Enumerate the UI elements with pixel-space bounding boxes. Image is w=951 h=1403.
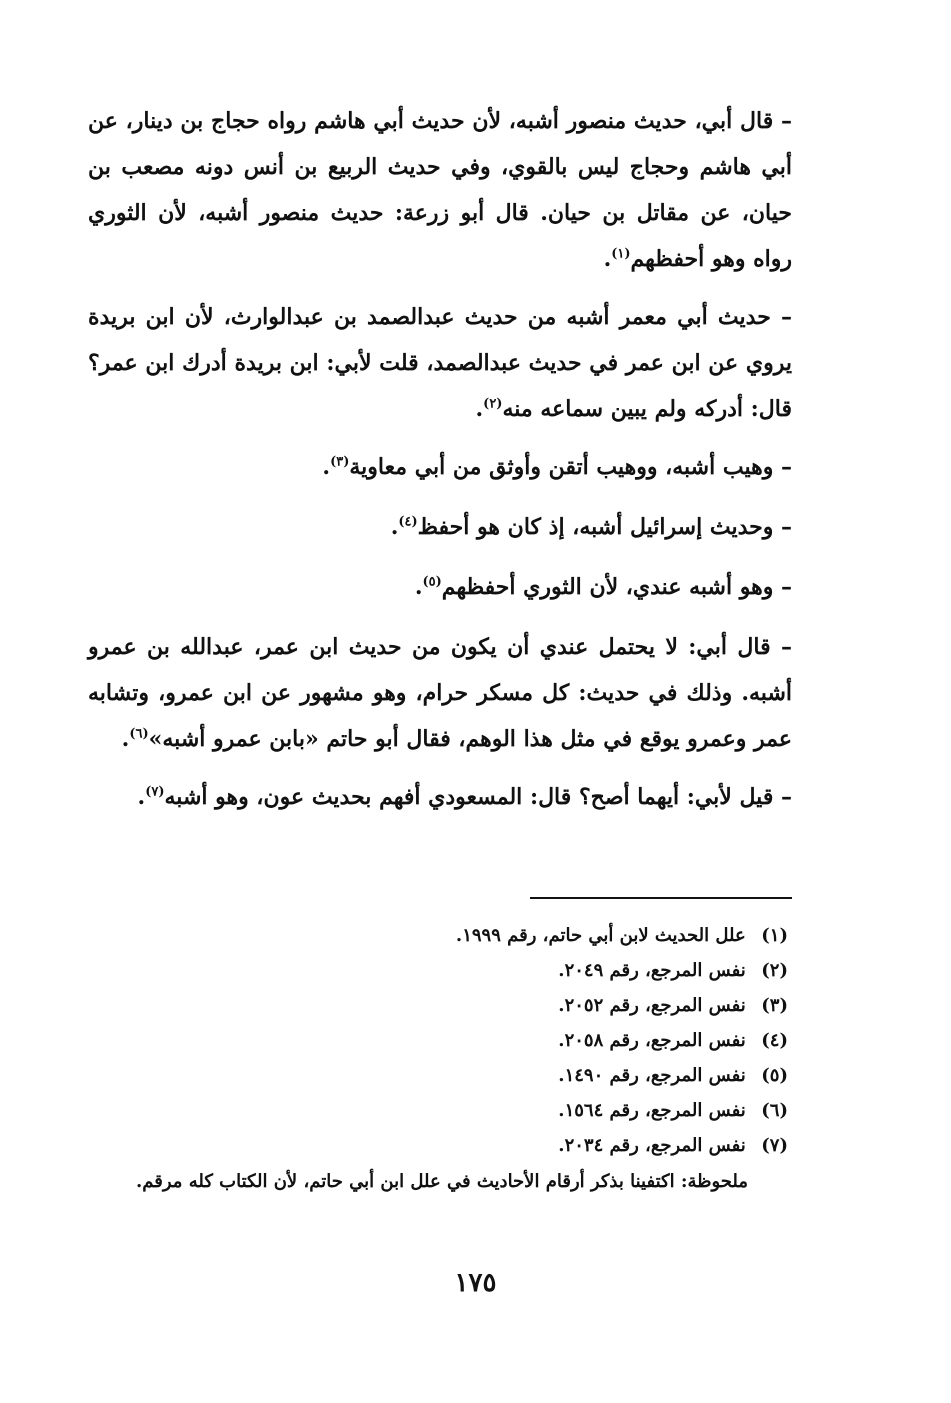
footnote-number: (٦)	[761, 1100, 788, 1121]
footnote-text: نفس المرجع، رقم ٢٠٥٨.	[558, 1030, 746, 1051]
footnote-number: (٧)	[761, 1135, 788, 1156]
footnote-ref: (٧)	[145, 784, 165, 800]
paragraph-4: – وحديث إسرائيل أشبه، إذ كان هو أحفظ$^{(٤)}$.	[390, 514, 792, 540]
footnote-divider	[530, 897, 792, 899]
footnote-text: نفس المرجع، رقم ٢٠٤٩.	[558, 960, 746, 981]
footnote-text: نفس المرجع، رقم ١٤٩٠.	[558, 1065, 746, 1086]
footnote-ref: (٢)	[483, 396, 503, 412]
paragraph-text: – حديث أبي معمر أشبه من حديث عبدالصمد بن عبدالوارث، لأن ابن بريدة يروي عن ابن عمر في حديث عبدالصمد، قلت لأبي: ابن بريدة أدرك ابن عمر؟ قال: أدركه ولم يبين سماعه منه	[88, 304, 792, 422]
footnote-ref: (٤)	[398, 514, 418, 530]
footnote-number: (٢)	[761, 960, 788, 981]
footnote-number: (٥)	[761, 1065, 788, 1086]
paragraph-text: – وهو أشبه عندي، لأن الثوري أحفظهم	[441, 574, 792, 600]
footnote-item	[100, 1023, 792, 1058]
footnote-item	[100, 953, 792, 988]
paragraph-7: – قيل لأبي: أيهما أصح؟ قال: المسعودي أفهم بحديث عون، وهو أشبه$^{(٧)}$.	[137, 784, 792, 810]
footnote-ref: (١)	[611, 246, 631, 262]
footnote-item	[100, 988, 792, 1023]
footnote-text: نفس المرجع، رقم ٢٠٣٤.	[558, 1135, 746, 1156]
paragraph-6: – قال أبي: لا يحتمل عندي أن يكون من حديث ابن عمر، عبدالله بن عمرو أشبه. وذلك في حديث: كل مسكر حرام، وهو مشهور عن ابن عمرو، وتشابه عمر وعمرو يوقع في مثل هذا الوهم، فقال أبو حاتم «بابن عمرو أشبه»$^{(٦)}$.	[88, 634, 792, 752]
page-number: ١٧٥	[454, 1268, 497, 1298]
footnote-text: نفس المرجع، رقم ١٥٦٤.	[558, 1100, 746, 1121]
footnote-item	[100, 1093, 792, 1128]
footnote-number: (٤)	[761, 1030, 788, 1051]
footnote-text: علل الحديث لابن أبي حاتم، رقم ١٩٩٩.	[455, 925, 746, 946]
footnote-item	[100, 1058, 792, 1093]
footnotes	[100, 918, 792, 1199]
paragraph-1: – قال أبي، حديث منصور أشبه، لأن حديث أبي هاشم رواه حجاج بن دينار، عن أبي هاشم وحجاج ليس بالقوي، وفي حديث الربيع بن أنس دونه مصعب بن حيان، عن مقاتل بن حيان. قال أبو زرعة: حديث منصور أشبه، لأن الثوري رواه وهو أحفظهم$^{(١)}$.	[88, 108, 792, 272]
footnote-item	[100, 918, 792, 953]
paragraph-text: – قال أبي، حديث منصور أشبه، لأن حديث أبي هاشم رواه حجاج بن دينار، عن أبي هاشم وحجاج ليس بالقوي، وفي حديث الربيع بن أنس دونه مصعب بن حيان، عن مقاتل بن حيان. قال أبو زرعة: حديث منصور أشبه، لأن الثوري رواه وهو أحفظهم	[88, 108, 792, 272]
footnote-text: نفس المرجع، رقم ٢٠٥٢.	[558, 995, 746, 1016]
paragraph-3: – وهيب أشبه، ووهيب أتقن وأوثق من أبي معاوية$^{(٣)}$.	[322, 454, 792, 480]
paragraph-text: – قال أبي: لا يحتمل عندي أن يكون من حديث ابن عمر، عبدالله بن عمرو أشبه. وذلك في حديث: كل مسكر حرام، وهو مشهور عن ابن عمرو، وتشابه عمر وعمرو يوقع في مثل هذا الوهم، فقال أبو حاتم «بابن عمرو أشبه»	[88, 634, 792, 752]
main-text	[88, 98, 792, 832]
footnote-ref: (٥)	[422, 574, 442, 590]
footnote-number: (١)	[761, 925, 788, 946]
footnote-item	[100, 1128, 792, 1163]
paragraph-text: – وهيب أشبه، ووهيب أتقن وأوثق من أبي معاوية	[349, 454, 792, 480]
paragraph-5: – وهو أشبه عندي، لأن الثوري أحفظهم$^{(٥)}$.	[414, 574, 792, 600]
paragraph-text: – وحديث إسرائيل أشبه، إذ كان هو أحفظ	[417, 514, 792, 540]
footnote-ref: (٣)	[330, 454, 350, 470]
paragraph-text: – قيل لأبي: أيهما أصح؟ قال: المسعودي أفهم بحديث عون، وهو أشبه	[164, 784, 792, 810]
footnote-ref: (٦)	[129, 726, 149, 742]
footnote-number: (٣)	[761, 995, 788, 1016]
paragraph-2: – حديث أبي معمر أشبه من حديث عبدالصمد بن عبدالوارث، لأن ابن بريدة يروي عن ابن عمر في حديث عبدالصمد، قلت لأبي: ابن بريدة أدرك ابن عمر؟ قال: أدركه ولم يبين سماعه منه$^{(٢)}$.	[88, 304, 792, 422]
editorial-note: ملحوظة: اكتفينا بذكر أرقام الأحاديث في علل ابن أبي حاتم، لأن الكتاب كله مرقم.	[136, 1171, 748, 1192]
